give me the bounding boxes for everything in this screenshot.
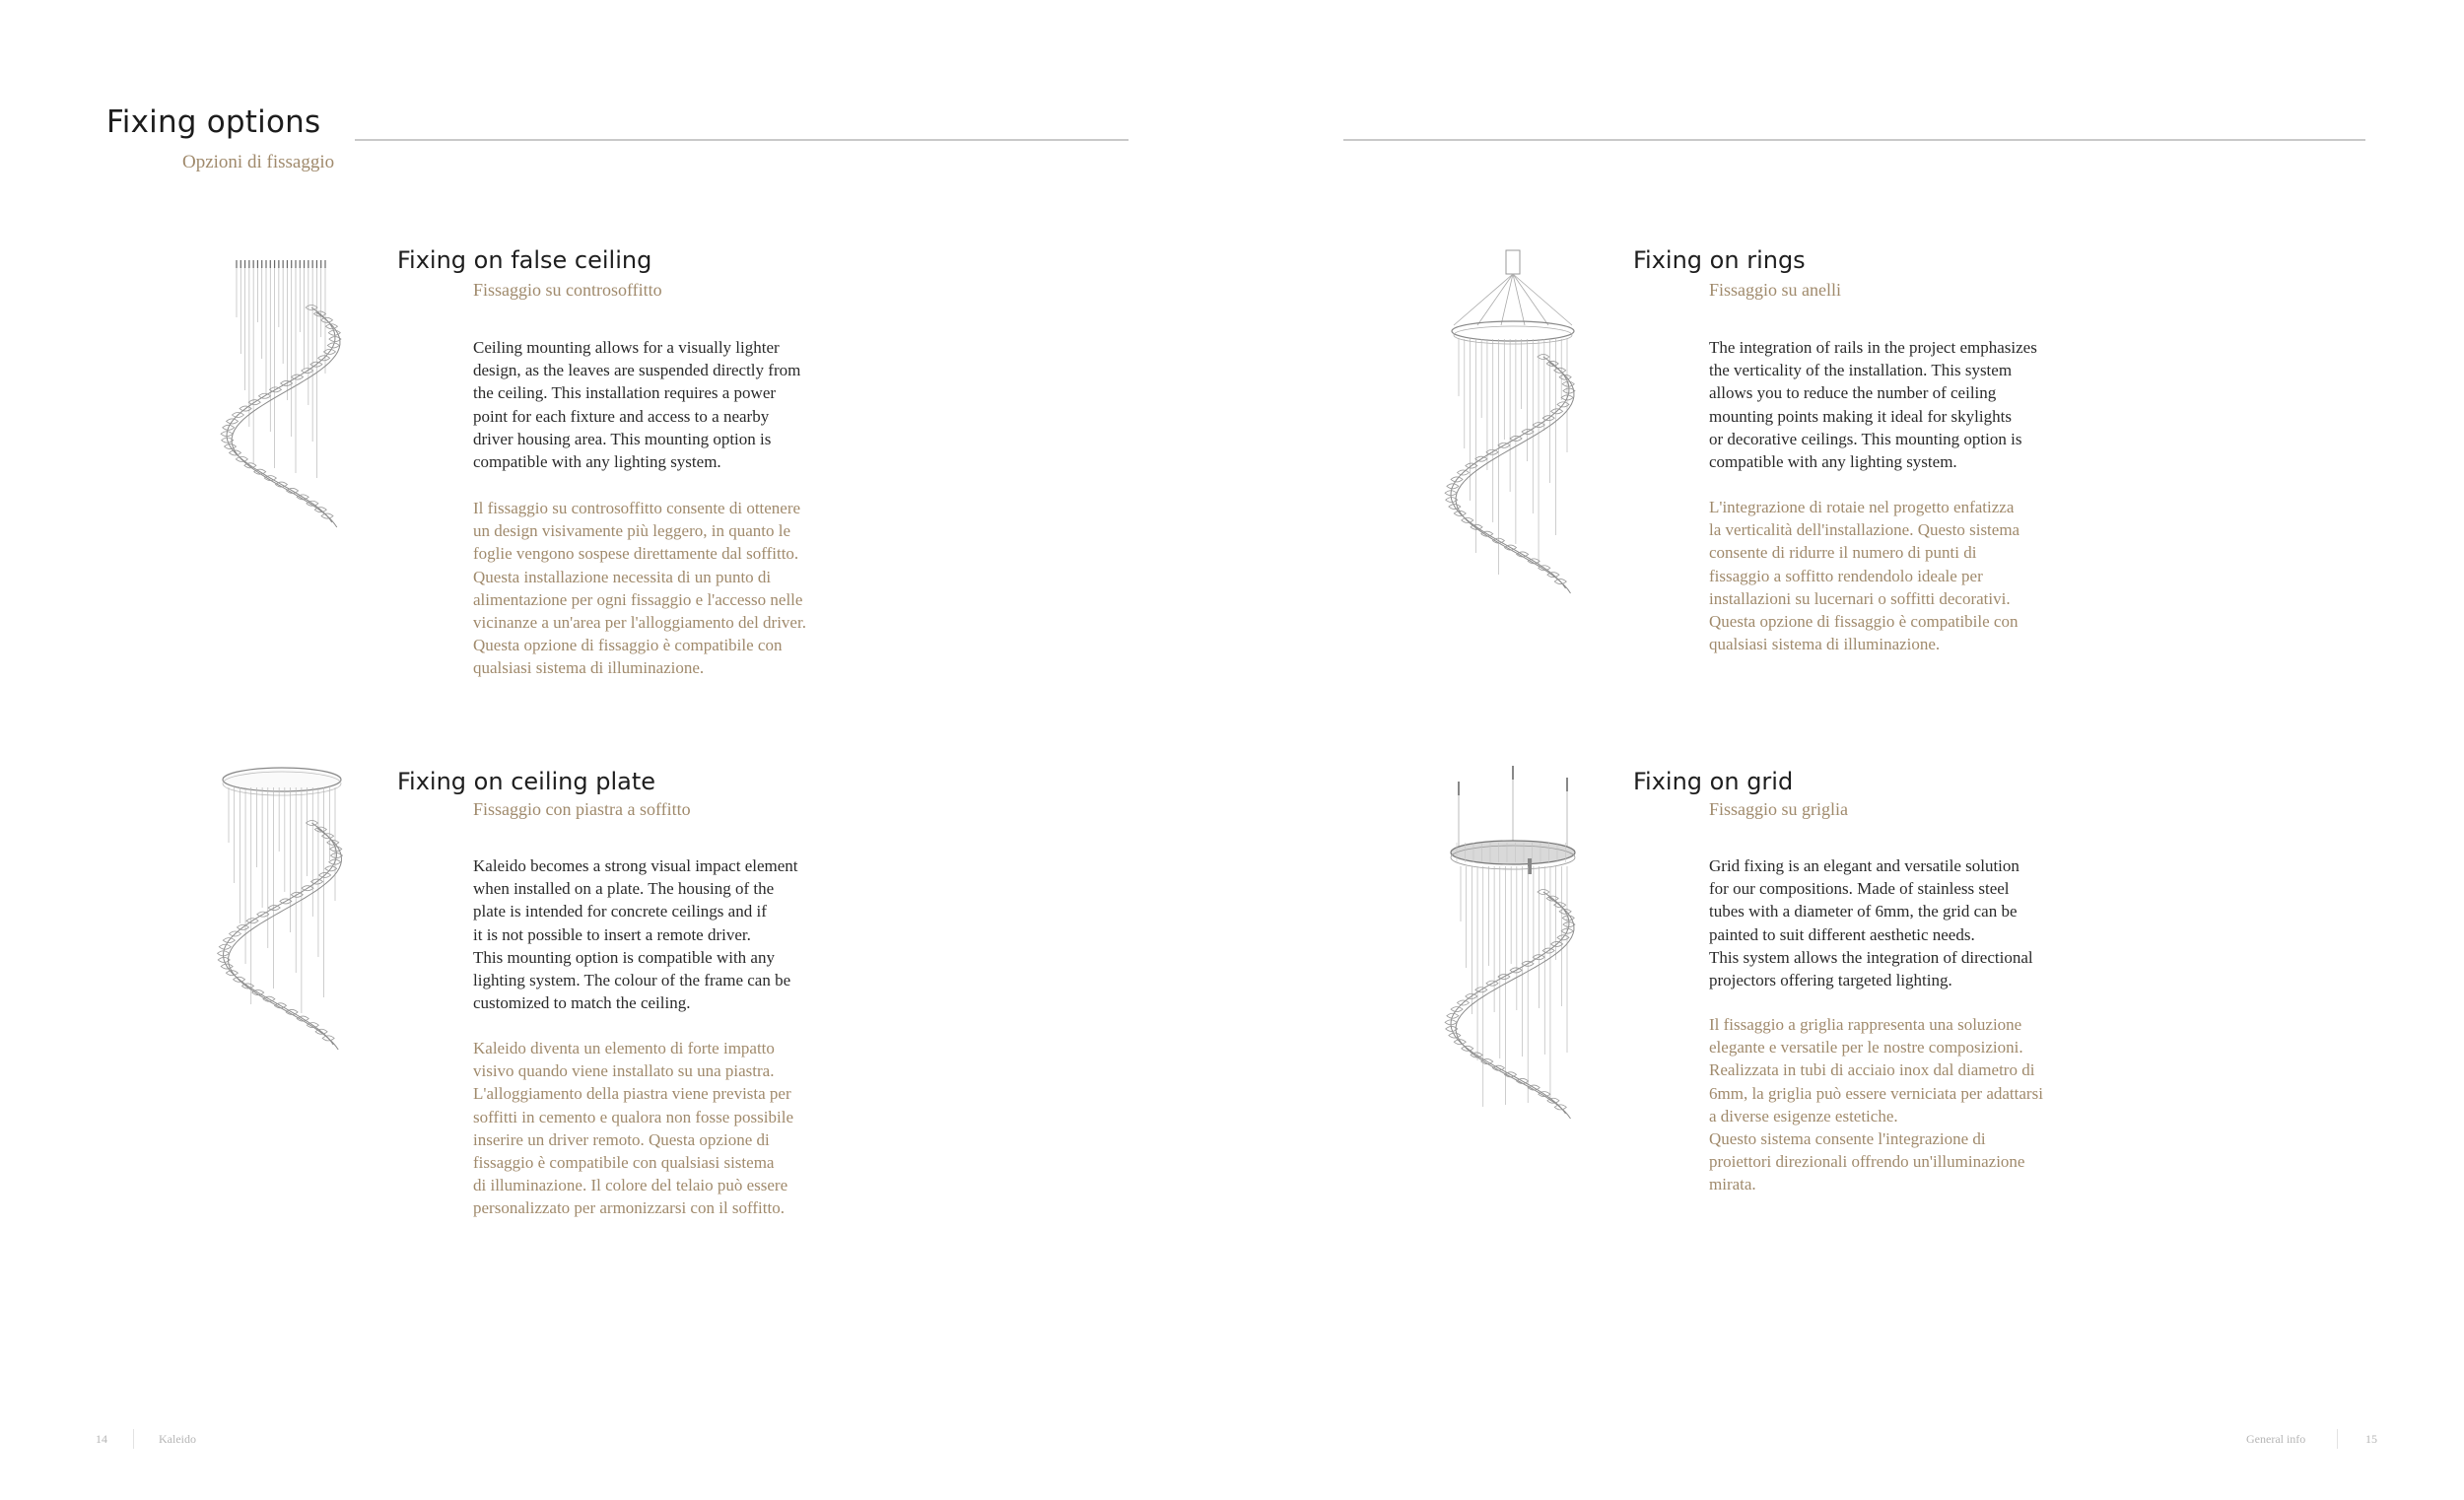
text-line: elegante e versatile per le nostre composizioni. [1709, 1038, 2023, 1057]
directional-projector [1528, 858, 1532, 874]
grid-illustration [1449, 764, 1577, 1119]
text-line: customized to match the ceiling. [473, 993, 691, 1013]
footer-page-number-right: 15 [2365, 1432, 2377, 1446]
rings-illustration [1449, 248, 1577, 593]
page-subtitle: Opzioni di fissaggio [182, 152, 335, 172]
text-line: lighting system. The colour of the frame can be [473, 971, 791, 990]
text-line: Kaleido diventa un elemento di forte impatto [473, 1039, 775, 1057]
ring-suspension-cable [1513, 274, 1525, 325]
text-line: Questa installazione necessita di un punto di [473, 567, 772, 586]
text-line: Kaleido becomes a strong visual impact element [473, 856, 798, 875]
text-line: L'alloggiamento della piastra viene prevista per [473, 1084, 791, 1104]
section-subtitle-grid: Fissaggio su griglia [1709, 799, 1849, 819]
text-line: inserire un driver remoto. Questa opzione di [473, 1129, 770, 1149]
text-line: Questa opzione di fissaggio è compatibile con [473, 636, 783, 655]
section-title-grid: Fixing on grid [1633, 768, 1794, 795]
description-en-ceiling-plate [473, 854, 867, 1014]
text-line: Il fissaggio su controsoffitto consente di ottenere [473, 499, 801, 517]
leaf-shape [306, 821, 317, 826]
text-line: personalizzato per armonizzarsi con il soffitto. [473, 1198, 785, 1218]
text-line: painted to suit different aesthetic needs. [1709, 924, 1975, 944]
text-line: Ceiling mounting allows for a visually lighter [473, 338, 780, 357]
text-line: 6mm, la griglia può essere verniciata per adattarsi [1709, 1083, 2043, 1103]
ceiling-plate-illustration [219, 764, 347, 1050]
text-line: allows you to reduce the number of ceiling [1709, 383, 1997, 403]
text-line: un design visivamente più leggero, in quanto le [473, 521, 790, 541]
ring-suspension-cable [1454, 274, 1513, 325]
footer-separator-left [133, 1429, 134, 1449]
text-line: the verticality of the installation. This system [1709, 361, 2013, 380]
leaf-helix [224, 823, 337, 1045]
description-en-false-ceiling [473, 336, 867, 473]
text-line: when installed on a plate. The housing of the [473, 879, 775, 899]
canopy [1506, 250, 1520, 274]
text-line: This mounting option is compatible with any [473, 947, 775, 967]
text-line: a diverse esigenze estetiche. [1709, 1106, 1898, 1125]
text-line: Questa opzione di fissaggio è compatibile con [1709, 612, 2019, 632]
text-line: the ceiling. This installation requires a power [473, 383, 777, 403]
text-line: This system allows the integration of directional [1709, 947, 2033, 967]
text-line: vicinanze a un'area per l'alloggiamento del driver. [473, 613, 806, 633]
header-divider-right [1343, 139, 2365, 141]
text-line: compatible with any lighting system. [473, 452, 721, 472]
section-title-rings: Fixing on rings [1633, 246, 1806, 274]
section-title-false-ceiling: Fixing on false ceiling [397, 246, 652, 274]
text-line: mirata. [1709, 1175, 1756, 1194]
leaf-helix [227, 307, 335, 522]
text-line: qualsiasi sistema di illuminazione. [473, 658, 705, 678]
footer-section-label: General info [2246, 1432, 2306, 1446]
text-line: di illuminazione. Il colore del telaio può essere [473, 1176, 788, 1195]
footer-brand-label: Kaleido [159, 1432, 196, 1446]
text-line: it is not possible to insert a remote driver. [473, 924, 751, 944]
text-line: proiettori direzionali offrendo un'illuminazione [1709, 1152, 2025, 1172]
grid-frame [1451, 841, 1575, 864]
false-ceiling-illustration [222, 258, 345, 529]
text-line: alimentazione per ogni fissaggio e l'accesso nelle [473, 589, 803, 609]
leaf-shape [1538, 355, 1549, 360]
ring-suspension-cable [1501, 274, 1513, 325]
description-en-grid [1709, 854, 2103, 991]
text-line: Questo sistema consente l'integrazione di [1709, 1129, 1986, 1149]
text-line: la verticalità dell'installazione. Questo sistema [1709, 520, 2020, 540]
description-en-rings [1709, 336, 2103, 473]
text-line: soffitti in cemento e qualora non fosse possibile [473, 1107, 793, 1126]
section-subtitle-false-ceiling: Fissaggio su controsoffitto [473, 280, 662, 300]
text-line: Il fissaggio a griglia rappresenta una soluzione [1709, 1015, 2022, 1034]
text-line: visivo quando viene installato su una piastra. [473, 1061, 775, 1081]
description-it-ceiling-plate [473, 1037, 867, 1220]
leaf-helix [1456, 362, 1574, 593]
text-line: foglie vengono sospese direttamente dal soffitto. [473, 544, 799, 564]
text-line: design, as the leaves are suspended directly from [473, 361, 801, 380]
text-line: or decorative ceilings. This mounting option is [1709, 429, 2022, 448]
leaf-shape [306, 306, 317, 310]
ring [1452, 321, 1574, 341]
text-line: projectors offering targeted lighting. [1709, 971, 1952, 990]
text-line: tubes with a diameter of 6mm, the grid can be [1709, 902, 2018, 921]
text-line: qualsiasi sistema di illuminazione. [1709, 635, 1941, 654]
description-it-rings [1709, 496, 2103, 655]
description-it-false-ceiling [473, 497, 867, 680]
text-line: installazioni su lucernari o soffitti decorativi. [1709, 588, 2011, 608]
text-line: L'integrazione di rotaie nel progetto enfatizza [1709, 498, 2015, 516]
leaf-helix [232, 312, 340, 527]
text-line: driver housing area. This mounting option is [473, 429, 772, 448]
text-line: fissaggio è compatibile con qualsiasi sistema [473, 1153, 775, 1173]
text-line: plate is intended for concrete ceilings and if [473, 902, 767, 921]
section-subtitle-ceiling-plate: Fissaggio con piastra a soffitto [473, 799, 691, 819]
text-line: The integration of rails in the project emphasizes [1709, 338, 2037, 357]
text-line: Grid fixing is an elegant and versatile solution [1709, 856, 2019, 875]
ring-suspension-cable [1513, 274, 1572, 325]
text-line: for our compositions. Made of stainless steel [1709, 879, 2010, 899]
text-line: fissaggio a soffitto rendendolo ideale per [1709, 566, 1983, 585]
ceiling-plate [223, 768, 341, 791]
page-title: Fixing options [106, 104, 321, 140]
text-line: compatible with any lighting system. [1709, 452, 1957, 472]
description-it-grid [1709, 1013, 2103, 1196]
footer-page-number-left: 14 [96, 1432, 107, 1446]
footer-separator-right [2337, 1429, 2338, 1449]
text-line: mounting points making it ideal for skylights [1709, 406, 2012, 426]
text-line: Realizzata in tubi di acciaio inox dal diametro di [1709, 1060, 2035, 1080]
text-line: point for each fixture and access to a nearby [473, 406, 770, 426]
text-line: consente di ridurre il numero di punti di [1709, 543, 1977, 563]
header-divider-left [355, 139, 1129, 141]
section-subtitle-rings: Fissaggio su anelli [1709, 280, 1841, 300]
section-title-ceiling-plate: Fixing on ceiling plate [397, 768, 656, 795]
